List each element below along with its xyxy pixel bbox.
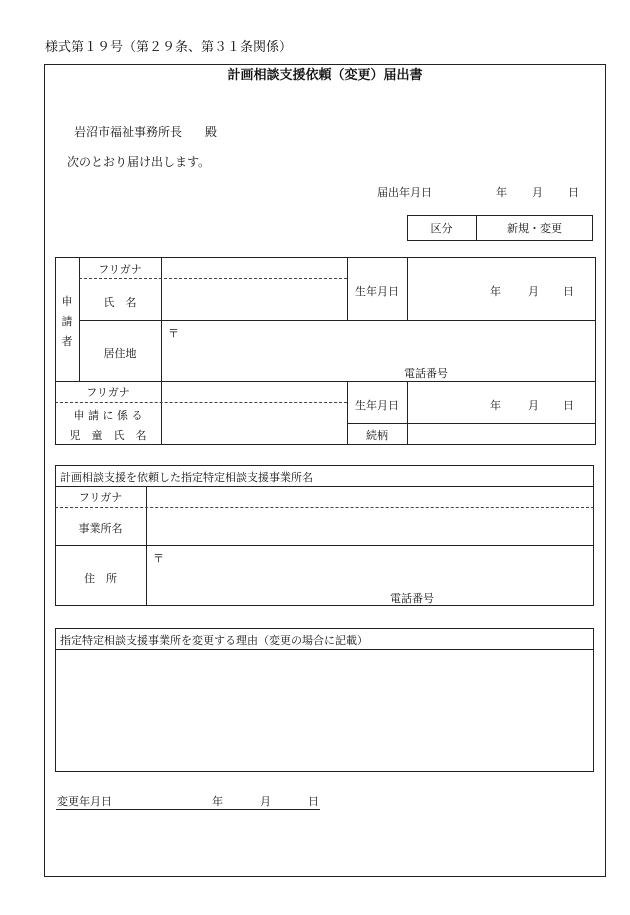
applicant-postal-mark: 〒 — [168, 327, 179, 340]
applicant-name-label: 氏 名 — [103, 296, 137, 309]
child-label-line2: 児 童 氏 名 — [69, 429, 147, 442]
addressee-honorific: 殿 — [205, 125, 218, 139]
office-furigana-label: フリガナ — [78, 491, 123, 504]
child-name-field[interactable] — [162, 404, 346, 444]
child-relationship-label: 続柄 — [366, 429, 388, 442]
child-birth-year: 年 — [490, 399, 501, 412]
change-month-label: 月 — [260, 795, 271, 808]
applicant-side-label-2: 請 — [61, 315, 73, 328]
child-relationship-field[interactable] — [408, 424, 595, 444]
applicant-birth-day: 日 — [563, 285, 574, 298]
applicant-name-field[interactable] — [162, 280, 346, 319]
child-birth-day: 日 — [563, 399, 574, 412]
applicant-phone-label: 電話番号 — [404, 367, 448, 380]
child-birthdate-label: 生年月日 — [355, 399, 399, 412]
applicant-address-label: 居住地 — [103, 347, 137, 360]
office-phone-label: 電話番号 — [390, 592, 434, 605]
child-furigana-label: フリガナ — [86, 386, 130, 399]
office-furigana-field[interactable] — [147, 487, 593, 506]
office-name-field[interactable] — [147, 509, 593, 544]
submission-date-label: 届出年月日 — [377, 186, 432, 199]
change-day-label: 日 — [308, 795, 319, 808]
change-year-label: 年 — [212, 795, 223, 808]
submission-day-label: 日 — [568, 186, 579, 199]
child-birthdate-field[interactable] — [408, 382, 595, 422]
submission-year-label: 年 — [496, 186, 507, 199]
intro-text: 次のとおり届け出します。 — [67, 155, 211, 169]
change-date-label: 変更年月日 — [57, 795, 112, 808]
category-value[interactable]: 新規・変更 — [507, 222, 562, 235]
office-address-field[interactable] — [166, 547, 592, 587]
form-number: 様式第１９号（第２９条、第３１条関係） — [45, 40, 293, 55]
applicant-birth-month: 月 — [528, 285, 539, 298]
reason-title: 指定特定相談支援事業所を変更する理由（変更の場合に記載） — [60, 634, 368, 647]
child-label-line1: 申 請 に 係 る — [73, 409, 143, 422]
applicant-birthdate-field[interactable] — [408, 258, 595, 319]
change-date-field[interactable] — [120, 792, 320, 809]
applicant-furigana-label: フリガナ — [98, 263, 142, 276]
addressee: 岩沼市福祉事務所長 — [74, 125, 183, 139]
office-name-label: 事業所名 — [78, 522, 123, 535]
category-label: 区分 — [430, 222, 453, 235]
change-date-underline — [56, 809, 320, 810]
office-section-title: 計画相談支援を依頼した指定特定相談支援事業所名 — [60, 471, 313, 484]
applicant-birthdate-label: 生年月日 — [355, 285, 399, 298]
office-address-label: 住 所 — [84, 572, 117, 585]
applicant-address-field[interactable] — [180, 322, 594, 362]
child-furigana-field[interactable] — [162, 382, 346, 401]
submission-month-label: 月 — [532, 186, 543, 199]
office-postal-mark: 〒 — [153, 552, 164, 565]
reason-field[interactable] — [57, 651, 592, 770]
applicant-birth-year: 年 — [490, 285, 501, 298]
applicant-furigana-field[interactable] — [162, 258, 346, 277]
child-birth-month: 月 — [528, 399, 539, 412]
applicant-side-label-3: 者 — [61, 335, 73, 348]
form-title: 計画相談支援依頼（変更）届出書 — [227, 68, 423, 83]
applicant-side-label-1: 申 — [61, 295, 73, 308]
